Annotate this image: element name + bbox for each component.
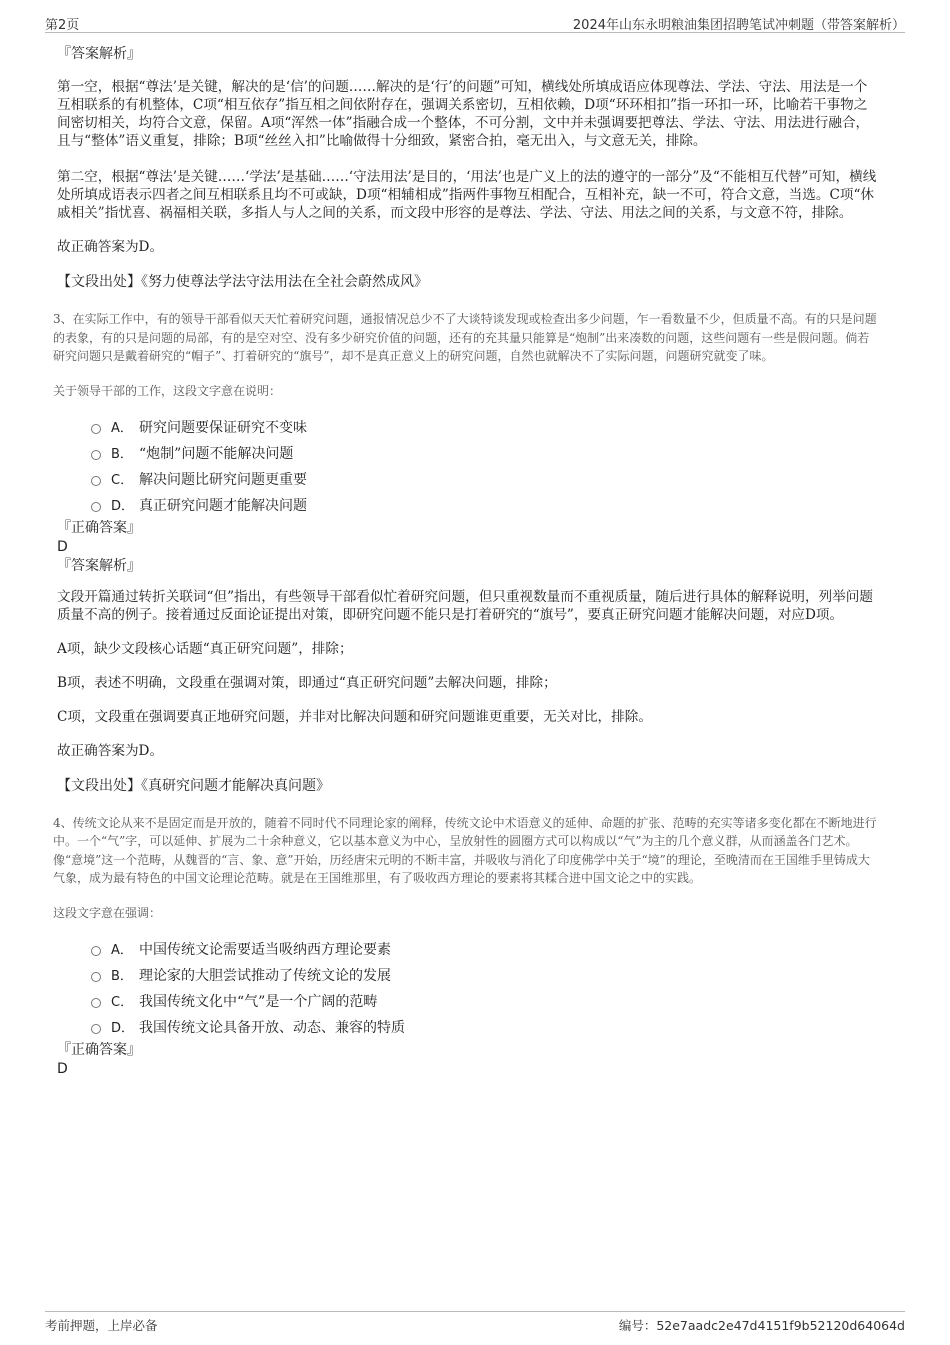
footer-slogan: 考前押题，上岸必备 <box>45 1318 158 1333</box>
page-number: 第2页 <box>45 18 80 33</box>
page-footer <box>45 1311 905 1336</box>
option-letter: A． <box>111 421 133 436</box>
radio-button-icon[interactable] <box>91 998 101 1008</box>
correct-answer: D <box>57 1060 68 1077</box>
radio-button-icon[interactable] <box>91 450 101 460</box>
option-text: 我国传统文化中“气”是一个广阔的范畴 <box>139 993 378 1010</box>
radio-button-icon[interactable] <box>91 972 101 982</box>
option-letter: B． <box>111 969 133 984</box>
analysis-option-c: C项，文段重在强调要真正地研究问题，并非对比解决问题和研究问题谁更重要，无关对比，排除。 <box>57 708 652 725</box>
analysis-label: 『答案解析』 <box>57 557 141 574</box>
option-text: “炮制”问题不能解决问题 <box>139 445 294 462</box>
option-letter: D． <box>111 499 135 514</box>
source-citation: 【文段出处】《真研究问题才能解决真问题》 <box>57 777 330 794</box>
option-c[interactable] <box>91 466 880 492</box>
question-text: 4、传统文论从来不是固定而是开放的，随着不同时代不同理论家的阐释，传统文论中术语意义的延伸、命题的扩张、范畴的充实等诸多变化都在不断地进行中。一个“气”字，可以延伸、扩展为二十余种意义，它以基本意义为中心，呈放射性的圆圈方式可以构成以“气”为主的几个意义群，从而涵盖各门艺术。像“意境”这一个范畴，从魏晋的“言、象、意”开始，历经唐宋元明的不断丰富，并吸收与消化了印度佛学中关于“境”的理论，至晚清而在王国维手里铸成大气象，成为最有特色的中国文论理论范畴。就是在王国维那里，有了吸收西方理论的要素将其糅合进中国文论之中的实践。 <box>53 815 877 885</box>
option-c[interactable] <box>91 988 880 1014</box>
option-text: 中国传统文论需要适当吸纳西方理论要素 <box>139 941 391 958</box>
option-b[interactable] <box>91 962 880 988</box>
option-text: 解决问题比研究问题更重要 <box>139 471 307 488</box>
question-text: 3、在实际工作中，有的领导干部看似天天忙着研究问题，通报情况总少不了大谈特谈发现或检查出多少问题，乍一看数量不少，但质量不高。有的只是问题的表象，有的只是问题的局部，有的是空对空、没有多少研究价值的问题，还有的充其量只能算是“炮制”出来凑数的问题，这些问题有一些是假问题。倘若研究问题只是戴着研究的“帽子”、打着研究的“旗号”，却不是真正意义上的研究问题，自然也就解决不了实际问题，问题研究就变了味。 <box>53 312 877 363</box>
conclusion-text: 故正确答案为D。 <box>57 239 164 255</box>
option-list <box>53 936 880 1040</box>
option-letter: A． <box>111 943 133 958</box>
document-code <box>619 1316 905 1334</box>
page-header <box>45 12 905 33</box>
radio-button-icon[interactable] <box>91 424 101 434</box>
option-letter: B． <box>111 447 133 462</box>
option-letter: C． <box>111 473 134 488</box>
analysis-option-b: B项，表述不明确，文段重在强调对策，即通过“真正研究问题”去解决问题，排除； <box>57 674 557 691</box>
code-label: 编号： <box>618 1318 657 1333</box>
option-letter: C． <box>111 995 134 1010</box>
radio-button-icon[interactable] <box>91 476 101 486</box>
option-d[interactable] <box>91 1014 880 1040</box>
conclusion-text: 故正确答案为D。 <box>57 742 164 759</box>
option-letter: D． <box>111 1021 135 1036</box>
radio-button-icon[interactable] <box>91 946 101 956</box>
correct-answer-label: 『正确答案』 <box>57 1041 141 1058</box>
analysis-label: 『答案解析』 <box>57 46 141 62</box>
option-text: 研究问题要保证研究不变味 <box>139 419 307 436</box>
option-d[interactable] <box>91 492 880 518</box>
analysis-option-a: A项，缺少文段核心话题“真正研究问题”，排除； <box>57 640 353 657</box>
question-prompt: 关于领导干部的工作，这段文字意在说明： <box>53 383 282 398</box>
question-3 <box>53 310 880 518</box>
page-content <box>53 44 880 1078</box>
option-b[interactable] <box>91 440 880 466</box>
option-list <box>53 414 880 518</box>
analysis-paragraph: 第二空，根据“尊法’是关键……‘学法’是基础……‘守法用法’是目的，‘用法’也是广义上的法的遵守的一部分”及“不能相互代替”可知，横线处所填成语表示四者之间互相联系且均不可或缺，D项“相辅相成”指两件事物互相配合，互相补充，缺一不可，符合文意，当选。C项“休戚相关”指忧喜、祸福相关联，多指人与人之间的关系，而文段中形容的是尊法、学法、守法、用法之间的关系，与文意不符，排除。 <box>57 169 877 221</box>
radio-button-icon[interactable] <box>91 502 101 512</box>
correct-answer: D <box>57 538 68 555</box>
option-text: 真正研究问题才能解决问题 <box>139 497 307 514</box>
option-a[interactable] <box>91 414 880 440</box>
analysis-paragraph: 第一空，根据“尊法’是关键，解决的是‘信’的问题……解决的是‘行’的问题”可知，横线处所填成语应体现尊法、学法、守法、用法是一个互相联系的有机整体，C项“相互依存”指互相之间依附存在，强调关系密切，互相依赖，D项“环环相扣”指一环扣一环，比喻若干事物之间密切相关，均符合文意，保留。A项“浑然一体”指融合成一个整体，不可分割，文中并未强调要把尊法、学法、守法、用法进行融合，且与“整体”语义重复，排除；B项“丝丝入扣”比喻做得十分细致，紧密合拍，毫无出入，与文意无关，排除。 <box>57 79 870 149</box>
document-title: 2024年山东永明粮油集团招聘笔试冲刺题（带答案解析） <box>572 18 905 33</box>
radio-button-icon[interactable] <box>91 1024 101 1034</box>
option-text: 理论家的大胆尝试推动了传统文论的发展 <box>139 967 391 984</box>
code-value: 52e7aadc2e47d4151f9b52120d64064d <box>656 1318 905 1333</box>
analysis-paragraph: 文段开篇通过转折关联词“但”指出，有些领导干部看似忙着研究问题，但只重视数量而不重视质量，随后进行具体的解释说明，列举问题质量不高的例子。接着通过反面论证提出对策，即研究问题不能只是打着研究的“旗号”，要真正研究问题才能解决问题，对应D项。 <box>57 588 873 623</box>
correct-answer-label: 『正确答案』 <box>57 519 141 536</box>
question-4 <box>53 814 880 1040</box>
source-citation: 【文段出处】《努力使尊法学法守法用法在全社会蔚然成风》 <box>57 274 428 290</box>
option-a[interactable] <box>91 936 880 962</box>
option-text: 我国传统文论具备开放、动态、兼容的特质 <box>139 1019 405 1036</box>
question-prompt: 这段文字意在强调： <box>53 905 162 920</box>
